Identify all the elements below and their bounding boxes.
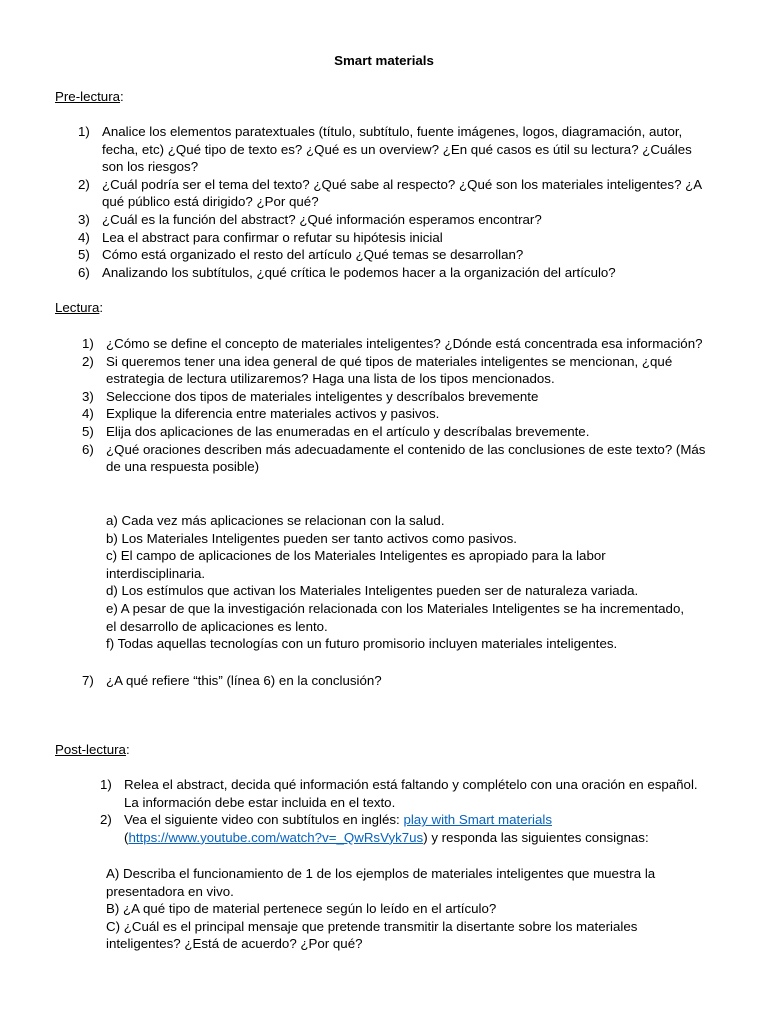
option-c: c) El campo de aplicaciones de los Materiales Inteligentes es apropiado para la labor interdisciplinaria.	[106, 548, 606, 581]
lectura-list	[82, 335, 712, 476]
item-number: 2)	[78, 176, 90, 192]
question-c: C) ¿Cuál es el principal mensaje que pretende transmitir la disertante sobre los materiales inteligentes? ¿Está de acuerdo? ¿Por qué?	[106, 918, 638, 952]
list-item	[82, 441, 712, 476]
list-item	[78, 211, 714, 229]
item-text: ¿Cómo se define el concepto de materiales inteligentes? ¿Dónde está concentrada esa información?	[106, 336, 703, 351]
item-text-after: ) y responda las siguientes consignas:	[423, 829, 649, 845]
video-questions	[106, 865, 698, 953]
item-number: 1)	[78, 124, 90, 139]
list-item	[78, 264, 714, 282]
item-text: ¿Qué oraciones describen más adecuadamente el contenido de las conclusiones de este texto? (Más de una respuesta posible)	[106, 441, 706, 475]
option-f: f) Todas aquellas tecnologías con un futuro promisorio incluyen materiales inteligentes.	[106, 636, 618, 652]
list-item	[82, 335, 712, 353]
item-text: Si queremos tener una idea general de qué tipos de materiales inteligentes se mencionan, ¿qué estrategia de lectura utilizaremos? Haga una lista de los tipos mencionados.	[106, 353, 673, 387]
item-number: 5)	[78, 247, 90, 263]
item-text: Analice los elementos paratextuales (título, subtítulo, fuente imágenes, logos, diagramación, autor, fecha, etc) ¿Qué tipo de texto es? ¿Qué es un overview? ¿En qué casos es útil su lectura? ¿Cuáles son los riesgos?	[102, 124, 692, 175]
heading-colon: :	[99, 300, 104, 315]
heading-text: Lectura	[55, 300, 100, 315]
item-number: 6)	[82, 441, 94, 457]
list-item	[100, 811, 704, 846]
item-text-before: Vea el siguiente video con subtítulos en inglés:	[124, 812, 404, 828]
list-item	[100, 776, 704, 811]
list-item	[78, 229, 714, 247]
page-title: Smart materials	[334, 53, 434, 68]
item-text: ¿A qué refiere “this” (línea 6) en la conclusión?	[106, 673, 382, 688]
option-a: a) Cada vez más aplicaciones se relacionan con la salud.	[106, 513, 445, 528]
item-number: 2)	[100, 812, 112, 828]
item-text: Elija dos aplicaciones de las enumeradas en el artículo y descríbalas brevemente.	[106, 423, 590, 439]
item-text: Relea el abstract, decida qué información está faltando y complételo con una oración en español. La información debe estar incluida en el texto.	[124, 777, 698, 810]
list-item	[78, 246, 714, 264]
option-b: b) Los Materiales Inteligentes pueden ser tanto activos como pasivos.	[106, 530, 517, 546]
heading-colon: :	[125, 742, 130, 757]
answer-options	[106, 512, 698, 653]
item-number: 3)	[82, 388, 94, 404]
heading-colon: :	[120, 89, 124, 104]
lectura-list-continued	[82, 672, 712, 690]
item-text: Cómo está organizado el resto del artículo ¿Qué temas se desarrollan?	[102, 247, 524, 263]
option-d: d) Los estímulos que activan los Materiales Inteligentes pueden ser de naturaleza variada.	[106, 583, 639, 599]
section-heading-lectura	[55, 299, 103, 317]
item-text: ¿Cuál podría ser el tema del texto? ¿Qué sabe al respecto? ¿Qué son los materiales inteligentes? ¿A qué público está dirigido? ¿Por qué?	[102, 176, 702, 210]
item-text: Seleccione dos tipos de materiales inteligentes y descríbalos brevemente	[106, 388, 539, 404]
list-item	[82, 423, 712, 441]
item-number: 6)	[78, 264, 90, 280]
item-number: 1)	[82, 336, 94, 351]
question-b: B) ¿A qué tipo de material pertenece según lo leído en el artículo?	[106, 901, 497, 917]
item-number: 4)	[82, 406, 94, 422]
video-url-link[interactable]: https://www.youtube.com/watch?v=_QwRsVyk7us	[128, 829, 424, 845]
heading-text: Pre-lectura	[55, 89, 121, 104]
section-heading-post-lectura	[55, 741, 130, 759]
section-heading-pre-lectura	[55, 88, 124, 106]
pre-lectura-list	[78, 123, 714, 281]
item-number: 1)	[100, 777, 112, 792]
item-text: Explique la diferencia entre materiales activos y pasivos.	[106, 406, 440, 422]
list-item	[82, 353, 712, 388]
item-number: 4)	[78, 229, 90, 245]
option-e: e) A pesar de que la investigación relacionada con los Materiales Inteligentes se ha incrementado, el desarrollo de aplicaciones es lento.	[106, 600, 685, 634]
video-title-link[interactable]: play with Smart materials	[403, 812, 552, 828]
item-number: 2)	[82, 353, 94, 369]
question-a: A) Describa el funcionamiento de 1 de los ejemplos de materiales inteligentes que muestra la presentadora en vivo.	[106, 866, 656, 899]
item-number: 5)	[82, 423, 94, 439]
item-text: Analizando los subtítulos, ¿qué crítica le podemos hacer a la organización del artículo?	[102, 264, 616, 280]
item-number: 3)	[78, 211, 90, 227]
list-item	[78, 176, 714, 211]
post-lectura-list	[100, 776, 704, 846]
paren-open: (	[124, 829, 129, 845]
list-item	[78, 123, 714, 176]
list-item	[82, 405, 712, 423]
item-number: 7)	[82, 673, 94, 688]
heading-text: Post-lectura	[55, 742, 126, 757]
item-text: ¿Cuál es la función del abstract? ¿Qué información esperamos encontrar?	[102, 211, 542, 227]
list-item	[82, 388, 712, 406]
list-item	[82, 672, 712, 690]
item-text: Lea el abstract para confirmar o refutar su hipótesis inicial	[102, 229, 443, 245]
